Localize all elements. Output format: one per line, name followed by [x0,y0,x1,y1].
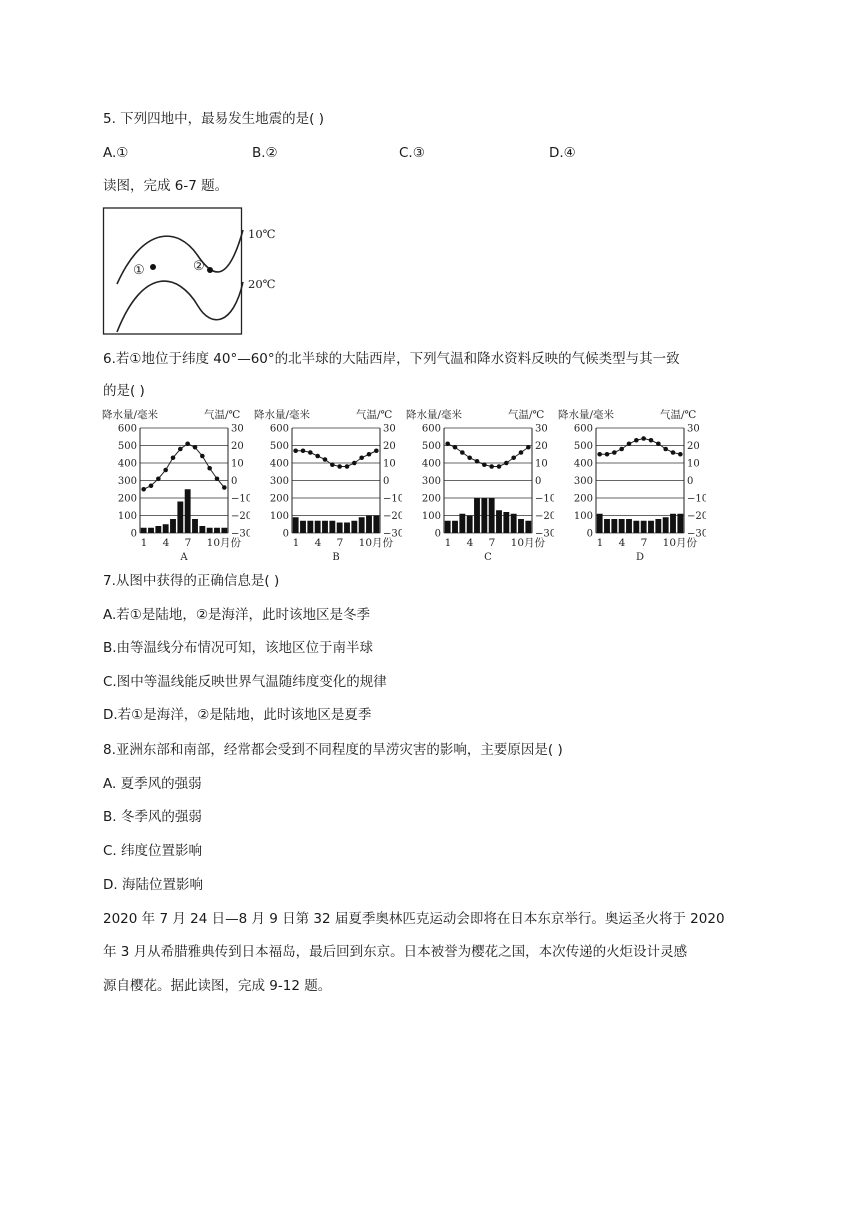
precipitation-bar [185,489,191,533]
precipitation-bar [641,521,647,533]
panel-label: A [180,552,188,563]
precipitation-bar [199,526,205,533]
left-tick-label: 200 [269,493,289,505]
right-tick-label: 20 [231,441,244,452]
precipitation-bar [452,521,458,533]
right-tick-label: 30 [687,423,700,435]
right-axis-title: 气温/℃ [660,409,697,421]
temperature-point [671,450,676,455]
temperature-point [330,462,335,467]
x-tick-label: 7 [488,537,496,549]
temperature-point [656,441,661,446]
left-tick-label: 200 [117,493,137,505]
x-tick-label: 1 [444,537,452,549]
right-tick-label: 0 [383,476,390,487]
right-tick-label: 10 [687,458,700,470]
left-tick-label: 400 [269,458,289,470]
temperature-point [178,447,183,452]
left-tick-label: 500 [117,441,137,452]
precipitation-bar [633,521,639,533]
temperature-line [600,439,681,455]
precipitation-bar [655,519,661,533]
precipitation-bar [337,523,343,534]
temperature-point [663,447,668,452]
isotherm-map [103,206,283,336]
right-tick-label: 20 [687,441,700,452]
right-axis-title: 气温/℃ [204,409,241,421]
temperature-point [359,455,364,460]
temperature-point [511,455,516,460]
temperature-point [301,448,306,453]
temperature-point [627,441,632,446]
left-tick-label: 100 [117,511,137,522]
precipitation-bar [459,514,465,533]
temperature-point [193,445,198,450]
temperature-point [475,459,480,464]
x-tick-label: 4 [314,537,322,549]
left-tick-label: 0 [130,528,137,540]
precipitation-bar [597,514,603,533]
left-tick-label: 600 [421,423,441,435]
q7-option-d: D.若①是海洋，②是陆地，此时该地区是夏季 [103,707,372,723]
left-tick-label: 600 [573,423,593,435]
temperature-point [467,455,472,460]
precipitation-bar [474,498,480,533]
temperature-point [497,464,502,469]
left-axis-title: 降水量/毫米 [254,409,311,421]
right-axis-title: 气温/℃ [356,409,393,421]
temperature-point [337,464,342,469]
x-tick-label: 1 [140,537,148,549]
left-axis-title: 降水量/毫米 [102,409,159,421]
temperature-point [200,454,205,459]
right-tick-label: −10 [687,493,706,505]
panel-label: D [635,552,645,563]
temperature-line [296,451,377,467]
q5-option-b: B.② [252,145,278,161]
left-tick-label: 400 [573,458,593,470]
right-tick-label: 0 [687,476,694,487]
temperature-point [374,448,379,453]
q7-option-c: C.图中等温线能反映世界气温随纬度变化的规律 [103,674,387,690]
temperature-point [619,447,624,452]
precipitation-bar [221,528,227,533]
precipitation-bar [670,514,676,533]
x-tick-label: 7 [184,537,192,549]
right-tick-label: −10 [535,493,554,505]
right-tick-label: 30 [383,423,396,435]
isotherm-10-label: 10℃ [248,227,276,241]
point-2-dot [207,267,213,273]
x-tick-label: 4 [466,537,474,549]
precipitation-bar [207,528,213,533]
q7-option-b: B.由等温线分布情况可知，该地区位于南半球 [103,640,374,656]
right-tick-label: 30 [535,423,548,435]
precipitation-bar [619,519,625,533]
right-tick-label: −30 [687,528,706,540]
left-tick-label: 500 [421,441,441,452]
left-tick-label: 0 [434,528,441,540]
temperature-point [489,464,494,469]
right-tick-label: −20 [535,511,554,522]
temperature-point [649,438,654,443]
precipitation-bar [663,517,669,533]
precipitation-bar [192,519,198,533]
passage-line1: 2020 年 7 月 24 日—8 月 9 日第 32 届夏季奥林匹克运动会即将在日本东京举行。奥运圣火将于 2020 [103,911,725,927]
precipitation-bar [214,528,220,533]
temperature-line [144,444,225,490]
right-tick-label: −20 [383,511,402,522]
left-axis-title: 降水量/毫米 [406,409,463,421]
right-tick-label: 0 [535,476,542,487]
temperature-point [171,455,176,460]
precipitation-bar [177,502,183,534]
q5-option-c: C.③ [399,145,425,161]
temperature-point [207,466,212,471]
precipitation-bar [344,523,350,534]
left-tick-label: 500 [269,441,289,452]
precipitation-bar [604,519,610,533]
precipitation-bar [511,514,517,533]
temperature-point [526,445,531,450]
precipitation-bar [141,528,147,533]
precipitation-bar [155,526,161,533]
q6-line1: 6.若①地位于纬度 40°—60°的北半球的大陆西岸，下列气温和降水资料反映的气候类型与其一致 [103,351,680,367]
precipitation-bar [445,521,451,533]
left-tick-label: 500 [573,441,593,452]
x-tick-label: 10月份 [662,537,698,549]
left-axis-title: 降水量/毫米 [558,409,615,421]
q8-option-d: D. 海陆位置影响 [103,877,203,893]
left-tick-label: 100 [421,511,441,522]
temperature-point [678,452,683,457]
precipitation-bar [503,512,509,533]
temperature-point [163,468,168,473]
precipitation-bar [489,498,495,533]
temperature-point [367,452,372,457]
precipitation-bar [307,521,313,533]
temperature-point [352,461,357,466]
precipitation-bar [148,528,154,533]
x-tick-label: 10月份 [510,537,546,549]
temperature-point [156,476,161,481]
climate-chart-c [404,404,554,564]
passage-line2: 年 3 月从希腊雅典传到日本福岛，最后回到东京。日本被誉为樱花之国，本次传递的火炬设计灵感 [103,944,688,960]
isotherm-20-label: 20℃ [248,277,276,291]
x-tick-label: 1 [292,537,300,549]
precipitation-bar [366,516,372,534]
left-tick-label: 300 [573,476,593,487]
temperature-point [641,436,646,441]
temperature-point [605,452,610,457]
climate-charts [100,404,706,564]
right-tick-label: −20 [231,511,250,522]
precipitation-bar [677,514,683,533]
q8-option-c: C. 纬度位置影响 [103,843,203,859]
temperature-point [141,487,146,492]
right-tick-label: −20 [687,511,706,522]
left-tick-label: 0 [282,528,289,540]
q5-option-a: A.① [103,145,129,161]
temperature-point [293,448,298,453]
q7-stem: 7.从图中获得的正确信息是( ) [103,573,280,589]
temperature-point [315,454,320,459]
x-tick-label: 4 [618,537,626,549]
right-tick-label: −30 [383,528,402,540]
x-tick-label: 10月份 [206,537,242,549]
precipitation-bar [626,519,632,533]
q5-option-d: D.④ [549,145,576,161]
q8-option-a: A. 夏季风的强弱 [103,776,202,792]
x-tick-label: 7 [640,537,648,549]
precipitation-bar [322,521,328,533]
left-tick-label: 600 [117,423,137,435]
point-2-label: ② [193,259,205,274]
precipitation-bar [170,519,176,533]
x-tick-label: 4 [162,537,170,549]
right-tick-label: 10 [231,458,244,470]
temperature-point [634,438,639,443]
temperature-point [345,464,350,469]
point-1-label: ① [133,263,145,278]
precipitation-bar [359,517,365,533]
left-tick-label: 100 [573,511,593,522]
right-tick-label: 10 [383,458,396,470]
left-tick-label: 300 [269,476,289,487]
precipitation-bar [467,516,473,534]
q8-option-b: B. 冬季风的强弱 [103,809,202,825]
precipitation-bar [496,510,502,533]
q6-line2: 的是( ) [103,383,145,399]
right-tick-label: −10 [383,493,402,505]
precipitation-bar [329,521,335,533]
q7-option-a: A.若①是陆地，②是海洋，此时该地区是冬季 [103,607,370,623]
temperature-point [215,476,220,481]
point-1-dot [150,264,156,270]
precipitation-bar [518,519,524,533]
right-tick-label: 20 [535,441,548,452]
right-tick-label: −10 [231,493,250,505]
left-tick-label: 600 [269,423,289,435]
x-tick-label: 1 [596,537,604,549]
precipitation-bar [525,521,531,533]
left-tick-label: 200 [573,493,593,505]
precipitation-bar [648,521,654,533]
temperature-point [482,462,487,467]
temperature-point [612,450,617,455]
precipitation-bar [163,524,169,533]
temperature-point [308,450,313,455]
passage-line3: 源自樱花。据此读图，完成 9-12 题。 [103,978,332,994]
left-tick-label: 400 [421,458,441,470]
precipitation-bar [315,521,321,533]
right-axis-title: 气温/℃ [508,409,545,421]
precipitation-bar [611,519,617,533]
panel-label: C [484,552,492,563]
right-tick-label: −30 [535,528,554,540]
temperature-point [453,445,458,450]
right-tick-label: 20 [383,441,396,452]
left-tick-label: 0 [586,528,593,540]
left-tick-label: 300 [421,476,441,487]
q5-stem: 5. 下列四地中，最易发生地震的是( ) [103,111,324,127]
panel-label: B [332,552,340,563]
temperature-point [519,450,524,455]
right-tick-label: 10 [535,458,548,470]
left-tick-label: 100 [269,511,289,522]
precipitation-bar [373,516,379,534]
left-tick-label: 400 [117,458,137,470]
climate-chart-a [100,404,250,564]
precipitation-bar [481,498,487,533]
temperature-point [504,461,509,466]
intro-6-7: 读图，完成 6-7 题。 [103,178,229,194]
temperature-point [460,450,465,455]
right-tick-label: −30 [231,528,250,540]
temperature-point [185,441,190,446]
left-tick-label: 300 [117,476,137,487]
precipitation-bar [351,521,357,533]
temperature-point [323,457,328,462]
climate-chart-b [252,404,402,564]
right-tick-label: 30 [231,423,244,435]
x-tick-label: 10月份 [358,537,394,549]
temperature-point [445,441,450,446]
precipitation-bar [293,517,299,533]
temperature-point [597,452,602,457]
q8-stem: 8.亚洲东部和南部，经常都会受到不同程度的旱涝灾害的影响，主要原因是( ) [103,742,563,758]
right-tick-label: 0 [231,476,238,487]
temperature-point [149,483,154,488]
precipitation-bar [300,521,306,533]
temperature-point [222,485,227,490]
x-tick-label: 7 [336,537,344,549]
climate-chart-d [556,404,706,564]
left-tick-label: 200 [421,493,441,505]
